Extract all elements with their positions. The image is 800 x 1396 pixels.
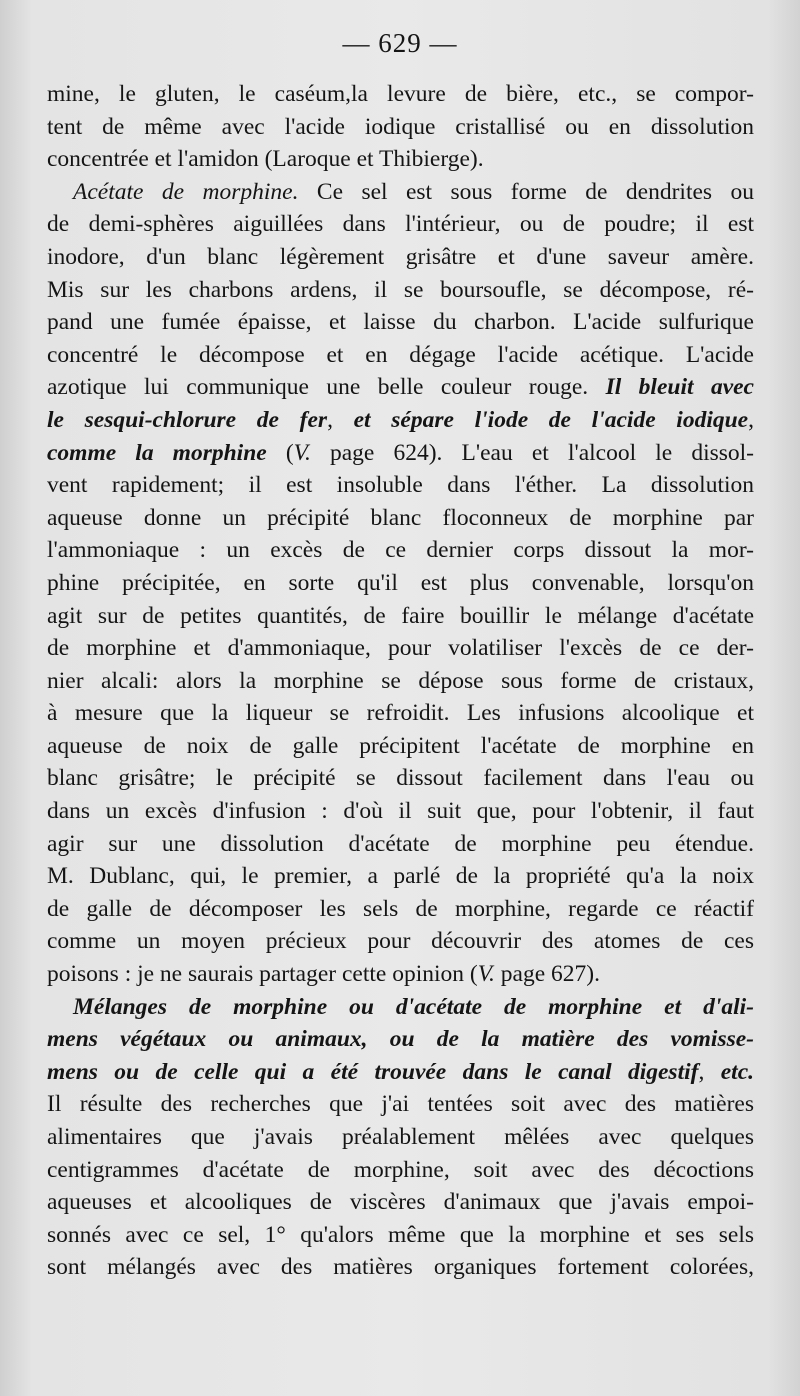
text-line: blanc grisâtre; le précipité se dissout facilement dans l'eau ou — [47, 765, 754, 792]
text-run: Mélanges de morphine ou d'acétate de morphine et d'ali- — [73, 993, 754, 1020]
text-line: Mis sur les charbons ardens, il se boursoufle, se décompose, ré- — [47, 276, 754, 303]
text-line: de demi-sphères aiguillées dans l'intérieur, ou de poudre; il est — [47, 211, 754, 238]
text-line: comme un moyen précieux pour découvrir des atomes de ces — [47, 928, 754, 955]
text-line: nier alcali: alors la morphine se dépose sous forme de cristaux, — [47, 667, 754, 694]
text-run: poisons : je ne saurais partager cette opinion ( — [47, 961, 478, 988]
text-run: etc. — [720, 1058, 754, 1085]
text-line — [47, 404, 754, 437]
text-run: mens ou de celle qui a été trouvée dans le canal digestif — [47, 1058, 699, 1085]
text-run: comme la morphine — [47, 439, 267, 466]
text-line: de galle de décomposer les sels de morphine, regarde ce réactif — [47, 895, 754, 922]
text-line — [47, 991, 754, 1024]
text-run: V. — [293, 439, 311, 466]
text-line: alimentaires que j'avais préalablement mêlées avec quelques — [47, 1124, 754, 1150]
text-line — [47, 958, 754, 991]
text-line: agit sur de petites quantités, de faire bouillir le mélange d'acétate — [47, 602, 754, 629]
text-run: page 627). — [494, 961, 600, 988]
text-line: aqueuse de noix de galle précipitent l'acétate de morphine en — [47, 732, 754, 759]
text-run: , — [748, 406, 754, 433]
body-text — [47, 78, 754, 1284]
text-run: , — [698, 1058, 721, 1085]
text-line: tent de même avec l'acide iodique cristallisé ou en dissolution — [47, 113, 754, 140]
text-run: mens végétaux ou animaux, ou de la matière des vomisse- — [47, 1026, 754, 1053]
text-line: concentrée et l'amidon (Laroque et Thibierge). — [47, 146, 484, 173]
text-line: dans un excès d'infusion : d'où il suit que, pour l'obtenir, il faut — [47, 798, 754, 825]
text-line: aqueuse donne un précipité blanc floconneux de morphine par — [47, 504, 754, 531]
text-line — [47, 437, 754, 470]
text-line: agir sur une dissolution d'acétate de morphine peu étendue. — [47, 830, 754, 857]
text-run: le sesqui-chlorure de fer — [47, 406, 328, 433]
text-line — [47, 371, 754, 404]
text-line — [47, 1056, 754, 1089]
text-line: Il résulte des recherches que j'ai tentées soit avec des matières — [47, 1091, 754, 1118]
text-run: Il bleuit avec — [605, 374, 754, 401]
text-line: l'ammoniaque : un excès de ce dernier corps dissout la mor- — [47, 537, 754, 564]
text-run: et sépare l'iode de l'acide iodique — [353, 406, 749, 433]
text-run: azotique lui communique une belle couleur rouge. — [47, 374, 606, 401]
text-line: de morphine et d'ammoniaque, pour volatiliser l'excès de ce der- — [47, 635, 754, 662]
text-line: aqueuses et alcooliques de viscères d'animaux que j'avais empoi- — [47, 1189, 754, 1216]
text-line: sont mélangés avec des matières organiques fortement colorées, — [47, 1254, 754, 1281]
text-line: à mesure que la liqueur se refroidit. Les infusions alcoolique et — [47, 700, 754, 727]
text-line: pand une fumée épaisse, et laisse du charbon. L'acide sulfurique — [47, 309, 754, 336]
text-line: vent rapidement; il est insoluble dans l'éther. La dissolution — [47, 472, 754, 499]
text-run: Ce sel est sous forme de dendrites ou — [298, 178, 754, 205]
text-line: inodore, d'un blanc légèrement grisâtre et d'une saveur amère. — [47, 243, 754, 270]
text-run: ( — [266, 439, 294, 466]
text-line: sonnés avec ce sel, 1° qu'alors même que la morphine et ses sels — [47, 1221, 754, 1248]
text-line: centigrammes d'acétate de morphine, soit avec des décoctions — [47, 1156, 754, 1183]
text-line: concentré le décompose et en dégage l'acide acétique. L'acide — [47, 341, 754, 368]
page-number: — 629 — — [342, 28, 458, 58]
text-line: mine, le gluten, le caséum,la levure de bière, etc., se compor- — [47, 81, 754, 107]
text-line: phine précipitée, en sorte qu'il est plus convenable, lorsqu'on — [47, 569, 754, 596]
text-line — [47, 1023, 754, 1056]
text-run: , — [327, 406, 354, 433]
text-line: M. Dublanc, qui, le premier, a parlé de la propriété qu'a la noix — [47, 863, 754, 890]
text-run: V. — [477, 961, 495, 988]
text-run: Acétate de morphine. — [73, 178, 299, 205]
text-run: page 624). L'eau et l'alcool le dissol- — [310, 439, 754, 466]
text-line — [47, 176, 754, 209]
